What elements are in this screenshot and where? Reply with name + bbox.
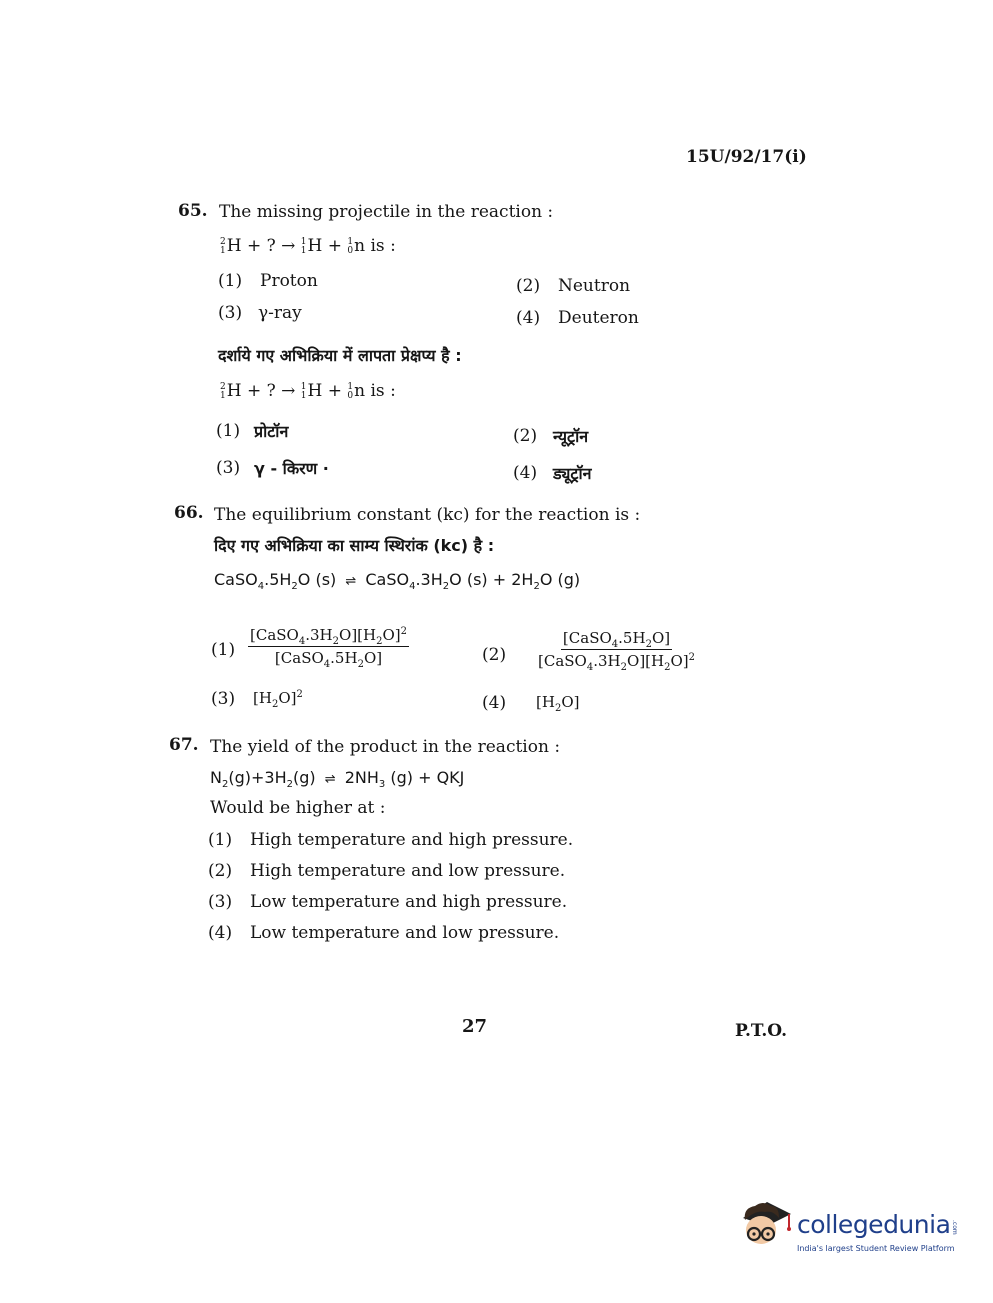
- option-expression: $\frac{[CaSO_4.5H_2O]}{[CaSO_4.3H_2O][H_2O]^2}$: [538, 629, 696, 673]
- question-text-hindi: दिए गए अभिक्रिया का साम्य स्थिरांक (kc) है :: [214, 536, 495, 555]
- brand-name: collegedunia: [797, 1210, 951, 1239]
- option-expression: $[H_2O]^2$: [253, 689, 303, 710]
- brand-tagline: India's largest Student Review Platform: [797, 1244, 955, 1253]
- option-number: (3): [216, 458, 241, 478]
- option-expression: $\frac{[CaSO_4.3H_2O][H_2O]^2}{[CaSO_4.5H_2O]}$: [250, 626, 408, 670]
- question-text-hindi: दर्शाये गए अभिक्रिया में लापता प्रेक्षप्य है :: [218, 346, 462, 365]
- option-number: (4): [482, 693, 507, 713]
- option-number: (2): [513, 426, 538, 446]
- option-label: Low temperature and low pressure.: [250, 923, 560, 943]
- option-number: (3): [208, 892, 233, 912]
- option-expression: $[H_2O]$: [536, 693, 580, 714]
- student-mascot-icon: [737, 1196, 795, 1258]
- brand-suffix: .com: [951, 1220, 958, 1235]
- option-number: (2): [208, 861, 233, 881]
- question-text: The equilibrium constant (kc) for the reaction is :: [214, 505, 641, 525]
- option-number: (2): [482, 645, 507, 665]
- reaction-tail: + QKJ: [418, 768, 465, 787]
- option-number: (3): [211, 689, 236, 709]
- option-label: न्यूट्रॉन: [553, 427, 589, 446]
- option-label: ड्यूट्रॉन: [553, 464, 592, 483]
- question-text: Would be higher at :: [210, 798, 386, 818]
- haber-reaction: $N_2(g)+3H_2(g)$ ⇌ $2NH_3$ (g) + QKJ: [210, 768, 465, 791]
- option-label: Neutron: [558, 276, 631, 296]
- option-label: Proton: [260, 271, 318, 291]
- option-label: High temperature and high pressure.: [250, 830, 574, 850]
- question-number: 67.: [169, 735, 199, 755]
- option-label: Low temperature and high pressure.: [250, 892, 568, 912]
- option-number: (3): [218, 303, 243, 323]
- page-number: 27: [462, 1016, 488, 1037]
- paper-code: 15U/92/17(i): [686, 147, 807, 167]
- equilibrium-reaction: $CaSO_4.5H_2O$ (s) ⇌ $CaSO_4.3H_2O$ $(s) + 2H_2O$ (g): [214, 570, 581, 593]
- pto-label: P.T.O.: [735, 1021, 787, 1041]
- nuclear-reaction-hindi: 2 1 H + ? → 1 1 H + 1 0 n is :: [220, 381, 396, 401]
- option-number: (1): [216, 421, 241, 441]
- question-text: The yield of the product in the reaction :: [210, 737, 561, 757]
- nuclear-reaction: 2 1 H + ? → 1 1 H + 1 0 n is :: [220, 236, 396, 256]
- option-number: (2): [516, 276, 541, 296]
- question-number: 66.: [174, 503, 204, 523]
- question-text: The missing projectile in the reaction :: [219, 202, 554, 222]
- option-label: γ - किरण ·: [254, 459, 329, 478]
- option-number: (4): [513, 463, 538, 483]
- reaction-tail: is :: [370, 381, 396, 401]
- option-label: Deuteron: [558, 308, 639, 328]
- option-number: (1): [208, 830, 233, 850]
- option-label: प्रोटॉन: [254, 422, 289, 441]
- option-label: γ-ray: [258, 303, 302, 323]
- question-number: 65.: [178, 201, 208, 221]
- collegedunia-logo: [737, 1196, 959, 1264]
- option-number: (4): [208, 923, 233, 943]
- reaction-tail: is :: [370, 236, 396, 256]
- option-number: (1): [211, 640, 236, 660]
- option-number: (1): [218, 271, 243, 291]
- option-number: (4): [516, 308, 541, 328]
- option-label: High temperature and low pressure.: [250, 861, 566, 881]
